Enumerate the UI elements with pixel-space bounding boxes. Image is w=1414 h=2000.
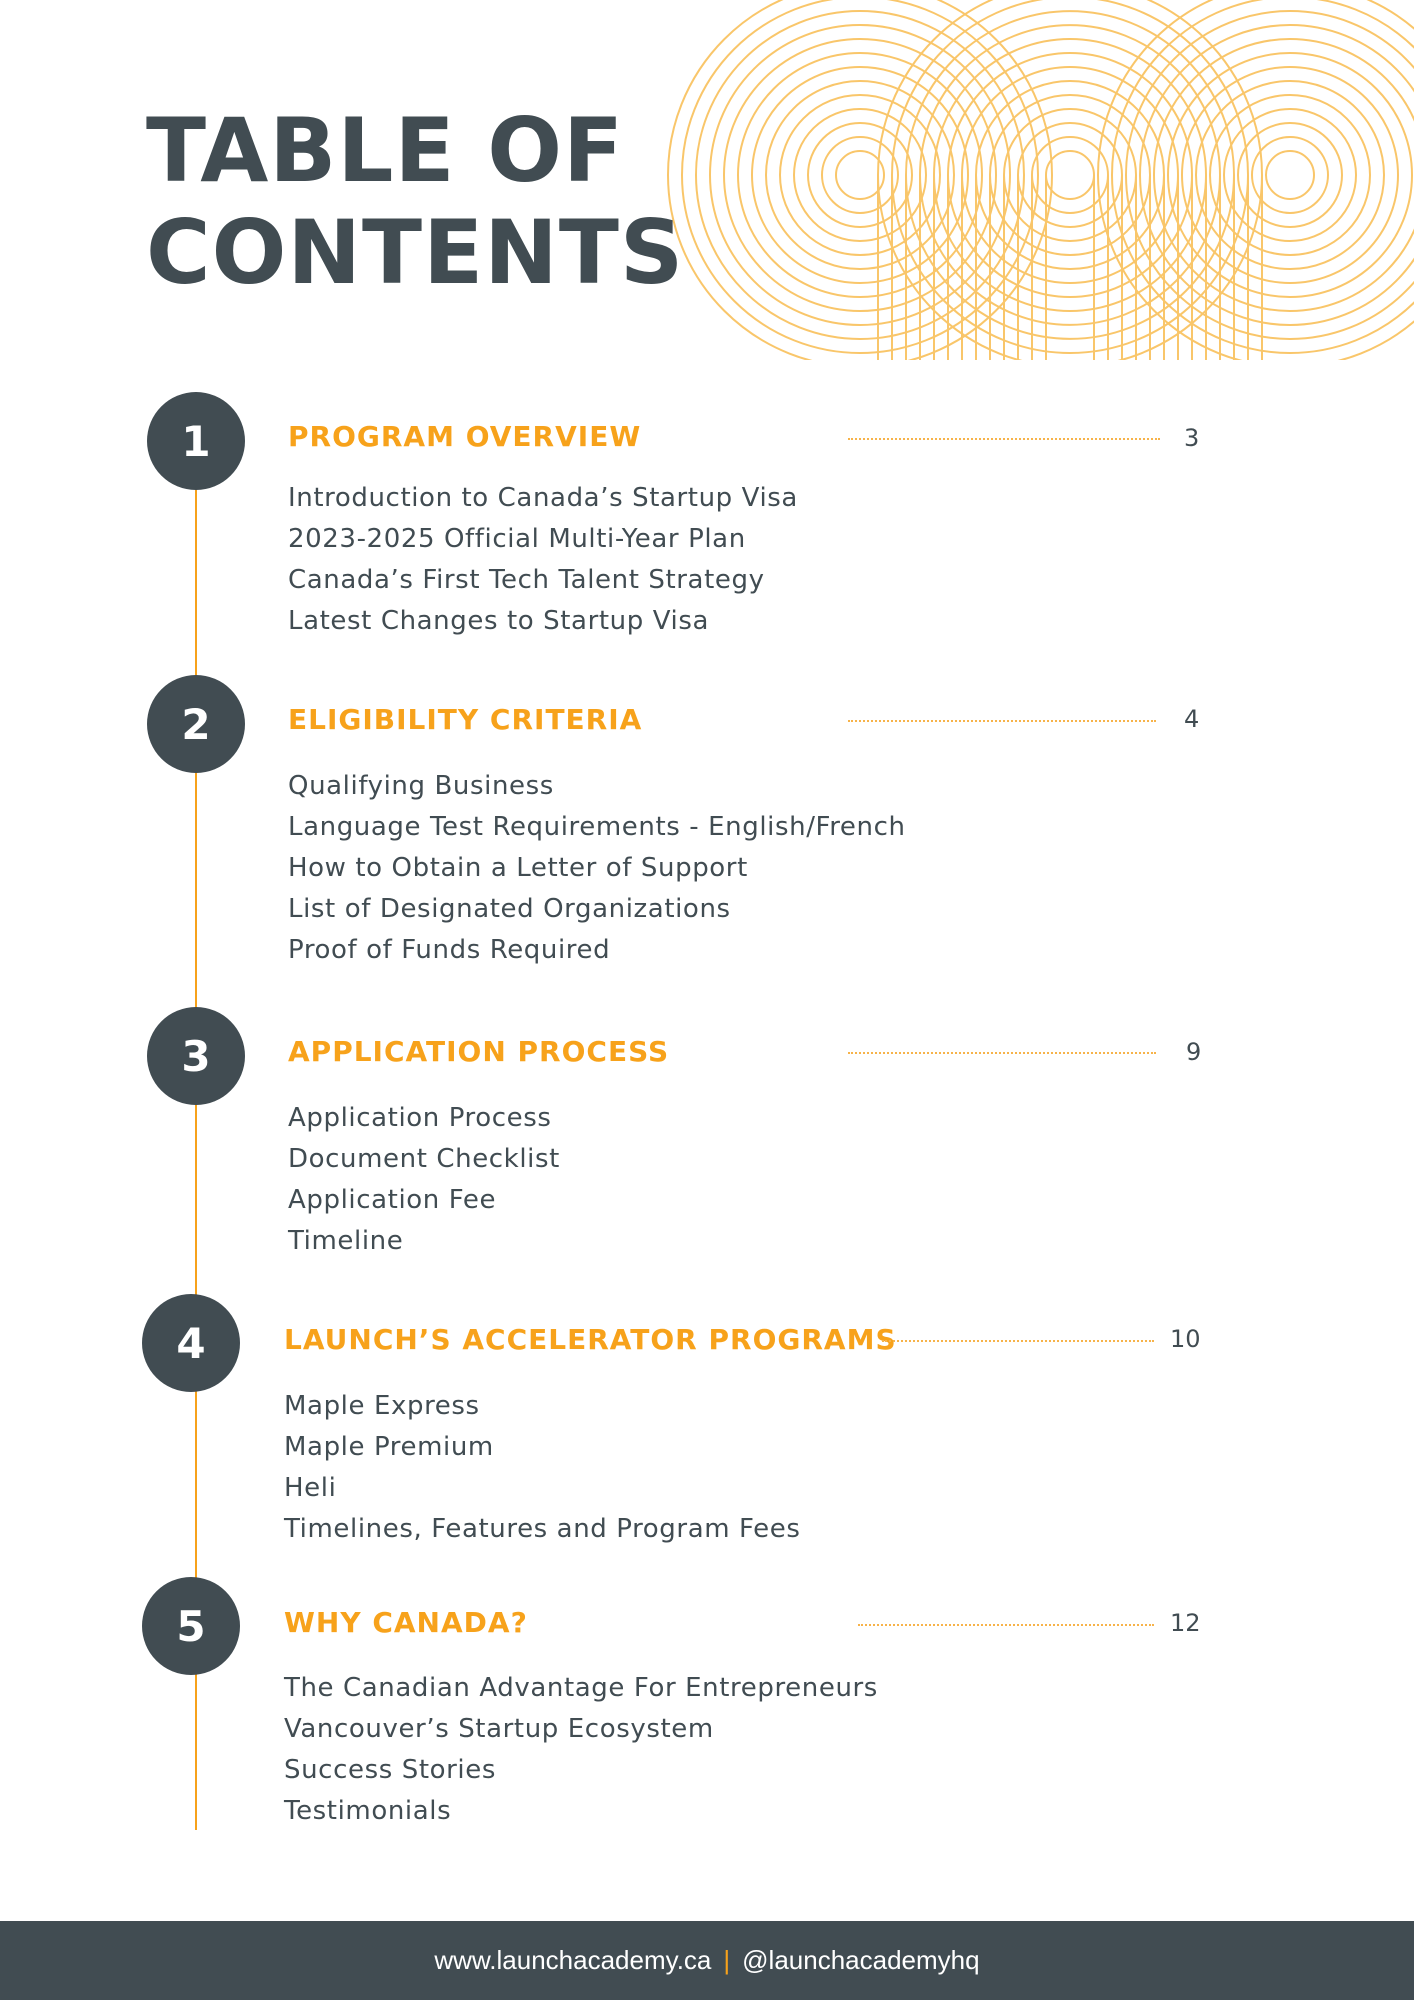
footer-social-handle[interactable]: @launchacademyhq	[742, 1945, 980, 1975]
section-2-leader-dots	[848, 720, 1156, 722]
toc-item[interactable]: Application Process	[288, 1103, 552, 1133]
section-4-heading[interactable]: LAUNCH’S ACCELERATOR PROGRAMS	[284, 1323, 897, 1356]
section-1-leader-dots	[848, 438, 1160, 440]
section-3-heading[interactable]: APPLICATION PROCESS	[288, 1035, 670, 1068]
page-title-line-1: TABLE OF	[146, 99, 625, 202]
section-2-page-number[interactable]: 4	[1184, 705, 1200, 733]
toc-item[interactable]: 2023-2025 Official Multi-Year Plan	[288, 524, 746, 554]
toc-item[interactable]: List of Designated Organizations	[288, 894, 731, 924]
toc-item[interactable]: Latest Changes to Startup Visa	[288, 606, 710, 636]
section-4-number-badge: 4	[142, 1294, 240, 1392]
section-1-number-badge: 1	[147, 392, 245, 490]
section-5-items	[284, 1668, 878, 1832]
section-2-heading[interactable]: ELIGIBILITY CRITERIA	[288, 703, 643, 736]
toc-item[interactable]: Canada’s First Tech Talent Strategy	[288, 565, 765, 595]
footer-website-link[interactable]: www.launchacademy.ca	[434, 1945, 712, 1975]
page-title-line-2: CONTENTS	[146, 201, 685, 304]
section-5-leader-dots	[858, 1624, 1154, 1626]
toc-item[interactable]: Maple Express	[284, 1391, 480, 1421]
concentric-arcs-decoration	[660, 0, 1414, 360]
section-1-heading[interactable]: PROGRAM OVERVIEW	[288, 420, 642, 453]
section-2-items	[288, 766, 906, 971]
section-2-number-badge: 2	[147, 675, 245, 773]
toc-item[interactable]: The Canadian Advantage For Entrepreneurs	[284, 1673, 878, 1703]
toc-item[interactable]: How to Obtain a Letter of Support	[288, 853, 748, 883]
toc-item[interactable]: Timelines, Features and Program Fees	[284, 1514, 801, 1544]
toc-item[interactable]: Document Checklist	[288, 1144, 560, 1174]
section-5-page-number[interactable]: 12	[1170, 1609, 1201, 1637]
footer-bar	[0, 1921, 1414, 2000]
toc-item[interactable]: Application Fee	[288, 1185, 497, 1215]
section-5-number-badge: 5	[142, 1577, 240, 1675]
section-3-items	[288, 1098, 560, 1262]
section-3-number-badge: 3	[147, 1007, 245, 1105]
section-4-page-number[interactable]: 10	[1170, 1325, 1201, 1353]
toc-item[interactable]: Proof of Funds Required	[288, 935, 611, 965]
footer-separator: |	[723, 1945, 731, 1975]
toc-item[interactable]: Introduction to Canada’s Startup Visa	[288, 483, 798, 513]
section-5-heading[interactable]: WHY CANADA?	[284, 1606, 528, 1639]
toc-item[interactable]: Language Test Requirements - English/French	[288, 812, 906, 842]
section-1-items	[288, 478, 798, 642]
section-1-page-number[interactable]: 3	[1184, 424, 1200, 452]
toc-item[interactable]: Success Stories	[284, 1755, 496, 1785]
section-3-leader-dots	[848, 1052, 1156, 1054]
page-title	[146, 100, 684, 304]
section-3-page-number[interactable]: 9	[1186, 1038, 1202, 1066]
toc-item[interactable]: Testimonials	[284, 1796, 452, 1826]
section-4-leader-dots	[882, 1340, 1154, 1342]
toc-item[interactable]: Heli	[284, 1473, 337, 1503]
toc-item[interactable]: Qualifying Business	[288, 771, 554, 801]
toc-item[interactable]: Timeline	[288, 1226, 404, 1256]
section-4-items	[284, 1386, 801, 1550]
toc-item[interactable]: Maple Premium	[284, 1432, 494, 1462]
toc-item[interactable]: Vancouver’s Startup Ecosystem	[284, 1714, 714, 1744]
